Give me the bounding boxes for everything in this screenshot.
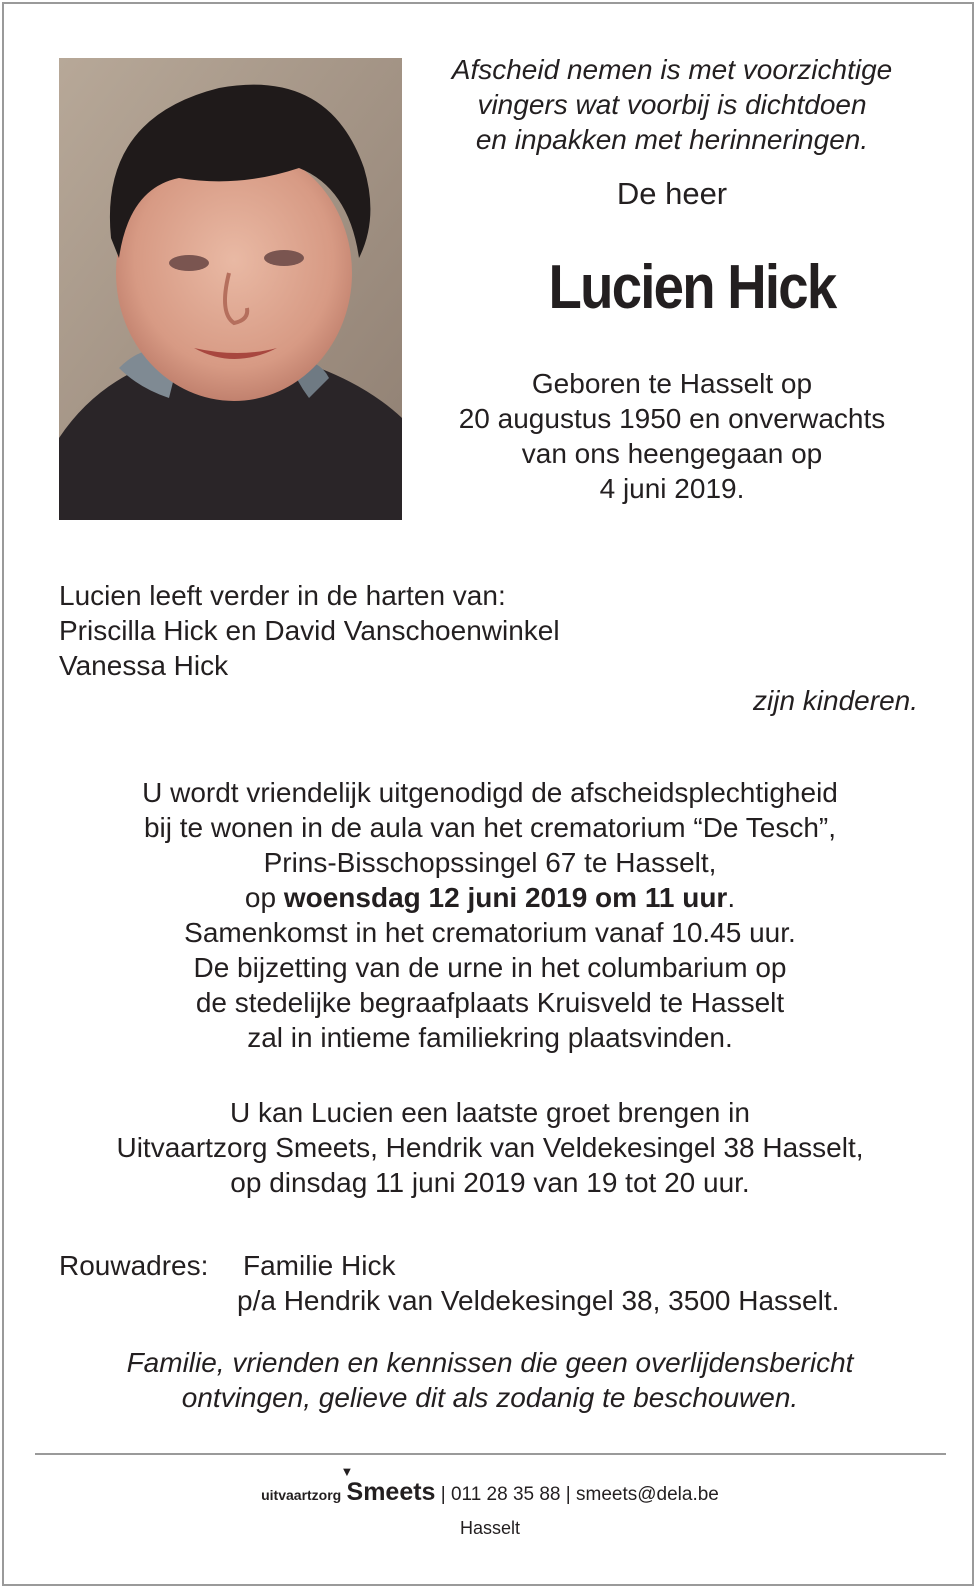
email-link[interactable]: smeets@dela.be — [576, 1484, 719, 1505]
ceremony-date: woensdag 12 juni 2019 om 11 uur — [283, 882, 728, 913]
family-member: Priscilla Hick en David Vanschoenwinkel — [59, 615, 560, 646]
person-name: Lucien Hick — [548, 253, 836, 322]
brand-name — [340, 1464, 436, 1506]
poem-line: vingers wat voorbij is dichtdoen — [477, 89, 867, 120]
visit-line: U kan Lucien een laatste groet brengen in — [230, 1097, 750, 1128]
invite-line: bij te wonen in de aula van het crematorium “De Tesch”, — [143, 812, 837, 843]
footer-divider — [35, 1453, 946, 1455]
invite-line: zal in intieme familiekring plaatsvinden. — [247, 1022, 733, 1053]
poem-line: en inpakken met herinneringen. — [475, 124, 869, 155]
poem — [412, 52, 932, 157]
brand-prefix: uitvaartzorg — [261, 1487, 342, 1503]
invite-date-prefix: op — [244, 882, 284, 913]
address-label: Rouwadres: — [59, 1250, 209, 1281]
visit-line: Uitvaartzorg Smeets, Hendrik van Veldekesingel 38 Hasselt, — [116, 1132, 864, 1163]
phone-number: 011 28 35 88 — [450, 1484, 561, 1505]
brand-name-text: Smeets — [346, 1478, 436, 1506]
invite-date-suffix: . — [727, 882, 736, 913]
born-line: van ons heengegaan op — [521, 438, 823, 469]
ceremony-invitation — [0, 775, 980, 1055]
invite-line: Prins-Bisschopssingel 67 te Hasselt, — [263, 847, 717, 878]
family-intro: Lucien leeft verder in de harten van: — [59, 580, 506, 611]
footer-contact — [0, 1464, 980, 1507]
visit-line: op dinsdag 11 juni 2019 van 19 tot 20 uur. — [230, 1167, 750, 1198]
notice-line: ontvingen, gelieve dit als zodanig te beschouwen. — [181, 1382, 799, 1413]
invite-line: De bijzetting van de urne in het columbarium op — [193, 952, 787, 983]
portrait-photo — [59, 58, 402, 520]
visitation-info — [0, 1095, 980, 1200]
triangle-logo-icon: ▼ — [340, 1464, 354, 1479]
invite-date-line — [0, 880, 980, 915]
invite-line: de stedelijke begraafplaats Kruisveld te Hasselt — [195, 987, 785, 1018]
separator: | — [440, 1484, 446, 1505]
invite-line: U wordt vriendelijk uitgenodigd de afscheidsplechtigheid — [142, 777, 838, 808]
notice-line: Familie, vrienden en kennissen die geen overlijdensbericht — [126, 1347, 854, 1378]
born-line: Geboren te Hasselt op — [531, 368, 813, 399]
footer-city: Hasselt — [459, 1518, 521, 1538]
notice-text — [0, 1345, 980, 1415]
born-line: 4 juni 2019. — [599, 473, 745, 504]
address-line: p/a Hendrik van Veldekesingel 38, 3500 Hasselt. — [237, 1285, 840, 1316]
family-list — [59, 578, 560, 683]
birth-death-info — [412, 366, 932, 506]
poem-line: Afscheid nemen is met voorzichtige — [451, 54, 893, 85]
address-name: Familie Hick — [243, 1250, 396, 1281]
person-title: De heer — [616, 176, 728, 211]
portrait-image — [59, 58, 402, 520]
born-line: 20 augustus 1950 en onverwachts — [458, 403, 886, 434]
family-relation: zijn kinderen. — [753, 685, 918, 716]
family-member: Vanessa Hick — [59, 650, 229, 681]
invite-line: Samenkomst in het crematorium vanaf 10.45 uur. — [184, 917, 796, 948]
separator: | — [565, 1484, 571, 1505]
